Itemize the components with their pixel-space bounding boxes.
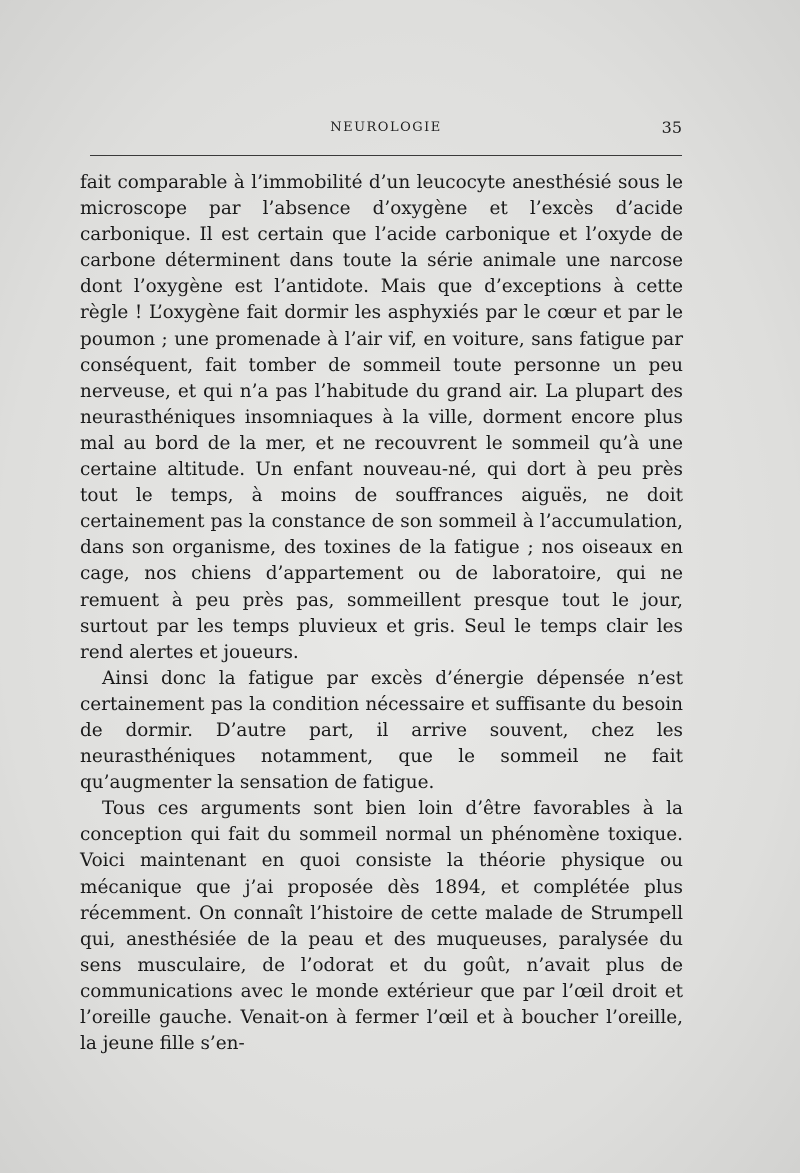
header-rule <box>90 155 682 156</box>
body-text <box>80 170 683 1057</box>
paragraph: Tous ces arguments sont bien loin d’être favorables à la conception qui fait du sommeil normal un phénomène toxique. Voici maintenant en quoi consiste la théorie physique ou mécanique que j’ai proposée dès 1894, et complétée plus récemment. On connaît l’histoire de cette malade de Strumpell qui, anesthésiée de la peau et des muqueuses, paralysée du sens musculaire, de l’odorat et du goût, n’avait plus de communications avec le monde extérieur que par l’œil droit et l’oreille gauche. Venait-on à fermer l’œil et à boucher l’oreille, la jeune fille s’en- <box>80 798 683 1055</box>
running-title: NEUROLOGIE <box>330 120 442 135</box>
paragraph: Ainsi donc la fatigue par excès d’énergie dépensée n’est certainement pas la condition nécessaire et suffisante du besoin de dormir. D’autre part, il arrive souvent, chez les neurasthéniques notamment, que le sommeil ne fait qu’augmenter la sensation de fatigue. <box>80 667 683 794</box>
page-header <box>90 118 682 140</box>
paragraph: fait comparable à l’immobilité d’un leucocyte anesthésié sous le microscope par l’absence d’oxygène et l’excès d’acide carbonique. Il est certain que l’acide carbonique et l’oxyde de carbone déterminent dans toute la série animale une narcose dont l’oxygène est l’antidote. Mais que d’exceptions à cette règle ! L’oxygène fait dormir les asphyxiés par le cœur et par le poumon ; une promenade à l’air vif, en voiture, sans fatigue par conséquent, fait tomber de sommeil toute personne un peu nerveuse, et qui n’a pas l’habitude du grand air. La plupart des neurasthéniques insomniaques à la ville, dorment encore plus mal au bord de la mer, et ne recouvrent le sommeil qu’à une certaine altitude. Un enfant nouveau-né, qui dort à peu près tout le temps, à moins de souffrances aiguës, ne doit certainement pas la constance de son sommeil à l’accumulation, dans son organisme, des toxines de la fatigue ; nos oiseaux en cage, nos chiens d’appartement ou de laboratoire, qui ne remuent à peu près pas, sommeillent presque tout le jour, surtout par les temps pluvieux et gris. Seul le temps clair les rend alertes et joueurs. <box>80 172 683 663</box>
page-number: 35 <box>661 118 682 137</box>
